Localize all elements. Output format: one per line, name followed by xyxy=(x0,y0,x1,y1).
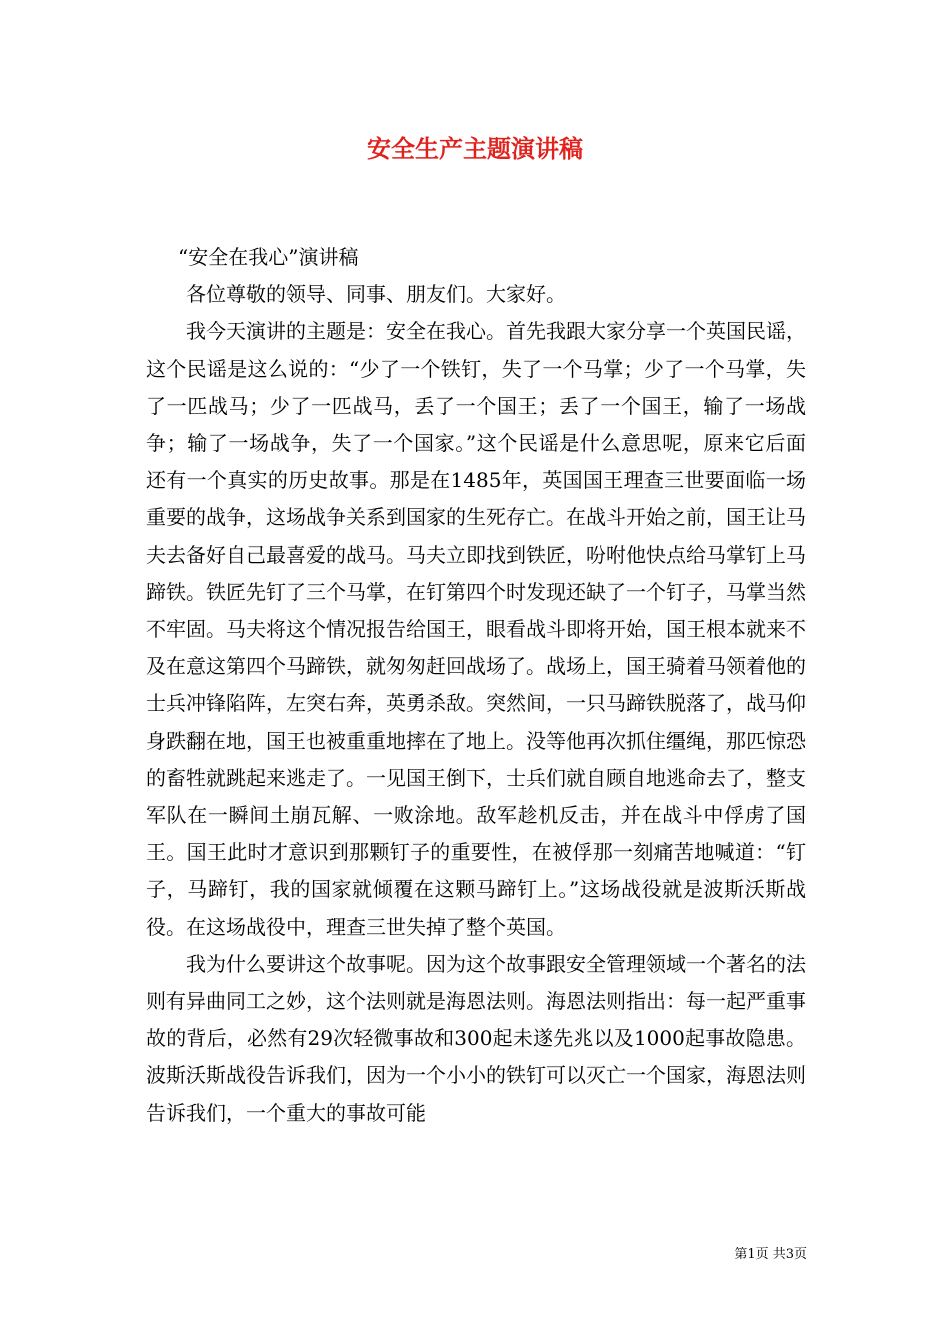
page-number-footer: 第1页 共3页 xyxy=(734,1247,807,1262)
paragraph-heinrich-law: 我为什么要讲这个故事呢。因为这个故事跟安全管理领域一个著名的法则有异曲同工之妙，这个法则就是海恩法则。海恩法则指出：每一起严重事故的背后，必然有29次轻微事故和300起未遂先兆以及1000起事故隐患。波斯沃斯战役告诉我们，因为一个小小的铁钉可以灭亡一个国家，海恩法则告诉我们，一个重大的事故可能 xyxy=(146,951,806,1125)
speech-subtitle: “安全在我心”演讲稿 xyxy=(178,245,359,269)
document-body xyxy=(146,239,806,1132)
paragraph-story: 我今天演讲的主题是：安全在我心。首先我跟大家分享一个英国民谣，这个民谣是这么说的：“少了一个铁钉，失了一个马掌；少了一个马掌，失了一匹战马；少了一匹战马，丢了一个国王；丢了一个国王，输了一场战争；输了一场战争，失了一个国家。”这个民谣是什么意思呢，原来它后面还有一个真实的历史故事。那是在1485年，英国国王理查三世要面临一场重要的战争，这场战争关系到国家的生死存亡。在战斗开始之前，国王让马夫去备好自己最喜爱的战马。马夫立即找到铁匠，吩咐他快点给马掌钉上马蹄铁。铁匠先钉了三个马掌，在钉第四个时发现还缺了一个钉子，马掌当然不牢固。马夫将这个情况报告给国王，眼看战斗即将开始，国王根本就来不及在意这第四个马蹄铁，就匆匆赶回战场了。战场上，国王骑着马领着他的士兵冲锋陷阵，左突右奔，英勇杀敌。突然间，一只马蹄铁脱落了，战马仰身跌翻在地，国王也被重重地摔在了地上。没等他再次抓住缰绳，那匹惊恐的畜牲就跳起来逃走了。一见国王倒下，士兵们就自顾自地逃命去了，整支军队在一瞬间土崩瓦解、一败涂地。敌军趁机反击，并在战斗中俘虏了国王。国王此时才意识到那颗钉子的重要性，在被俘那一刻痛苦地喊道：“钉子，马蹄钉，我的国家就倾覆在这颗马蹄钉上。”这场战役就是波斯沃斯战役。在这场战役中，理查三世失掉了整个英国。 xyxy=(146,319,806,939)
greeting-line: 各位尊敬的领导、同事、朋友们。大家好。 xyxy=(186,282,566,307)
document-title: 安全生产主题演讲稿 xyxy=(367,134,583,163)
